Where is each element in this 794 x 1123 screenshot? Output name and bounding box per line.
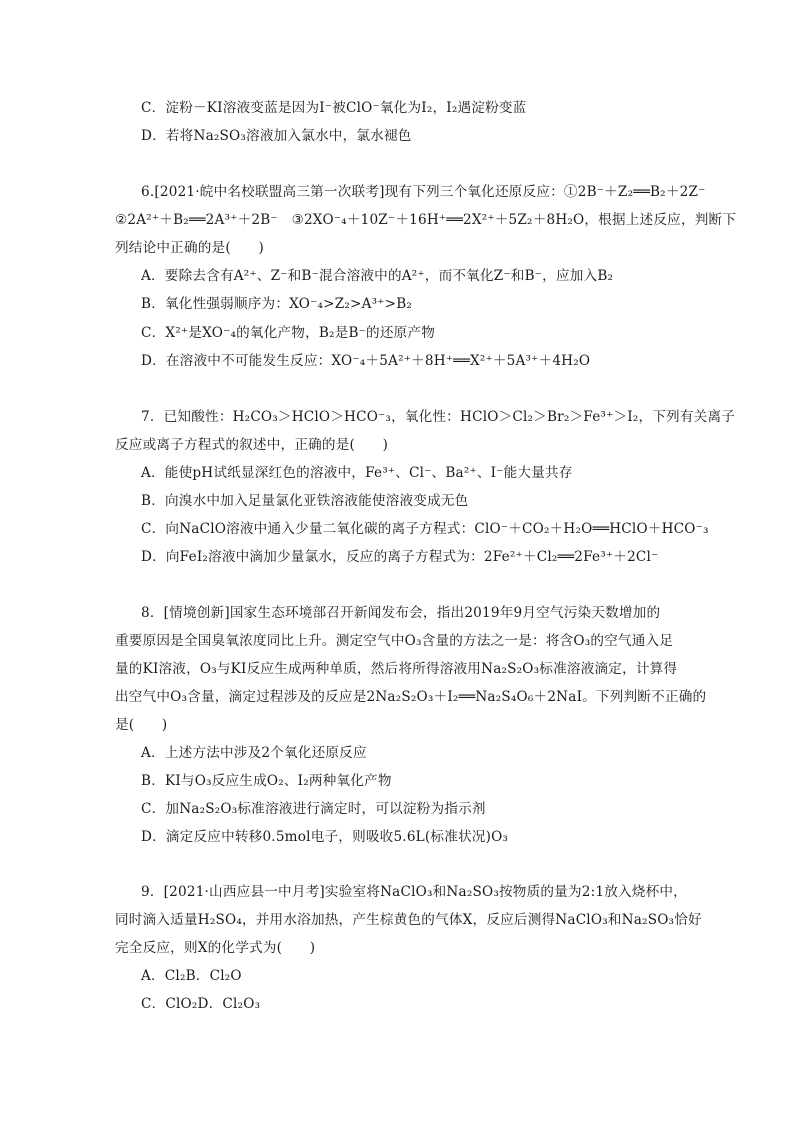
option-a: A．要除去含有A²⁺、Z⁻和B⁻混合溶液中的A²⁺，而不氧化Z⁻和B⁻，应加入B₂ bbox=[141, 268, 614, 284]
option-c: C．淀粉－KI溶液变蓝是因为I⁻被ClO⁻氧化为I₂，I₂遇淀粉变蓝 bbox=[141, 100, 527, 116]
option-d: D．若将Na₂SO₃溶液加入氯水中，氯水褪色 bbox=[141, 128, 412, 144]
question-stem-line: 是( ) bbox=[115, 717, 168, 733]
option-c: C．向NaClO溶液中通入少量二氧化碳的离子方程式：ClO⁻＋CO₂＋H₂O══HClO＋HCO⁻₃ bbox=[141, 521, 709, 537]
option-b: B．氧化性强弱顺序为：XO⁻₄>Z₂>A³⁺>B₂ bbox=[141, 296, 413, 312]
question-stem-line: 9．[2021·山西应县一中月考]实验室将NaClO₃和Na₂SO₃按物质的量为2:1放入烧杯中， bbox=[141, 884, 687, 900]
question-stem-line: 6.[2021·皖中名校联盟高三第一次联考]现有下列三个氧化还原反应：①2B⁻＋Z₂══B₂＋2Z⁻ bbox=[141, 184, 706, 200]
option-a: A．上述方法中涉及2个氧化还原反应 bbox=[141, 745, 367, 761]
option-b: B．向溴水中加入足量氯化亚铁溶液能使溶液变成无色 bbox=[141, 493, 469, 509]
question-stem-line: 同时滴入适量H₂SO₄，并用水浴加热，产生棕黄色的气体X，反应后测得NaClO₃和Na₂SO₃恰好 bbox=[115, 912, 702, 928]
option-d: D．滴定反应中转移0.5mol电子，则吸收5.6L(标准状况)O₃ bbox=[141, 829, 509, 845]
option-d: D．在溶液中不可能发生反应：XO⁻₄＋5A²⁺＋8H⁺══X²⁺＋5A³⁺＋4H₂O bbox=[141, 353, 591, 369]
option-b: B．KI与O₃反应生成O₂、I₂两种氧化产物 bbox=[141, 773, 392, 789]
question-stem-line: 列结论中正确的是( ) bbox=[115, 240, 264, 256]
option-c-d: C．ClO₂D．Cl₂O₃ bbox=[141, 996, 261, 1012]
option-c: C．加Na₂S₂O₃标准溶液进行滴定时，可以淀粉为指示剂 bbox=[141, 801, 486, 817]
question-stem-line: 完全反应，则X的化学式为( ) bbox=[115, 940, 316, 956]
question-stem-line: ②2A²⁺＋B₂══2A³⁺＋2B⁻ ③2XO⁻₄＋10Z⁻＋16H⁺══2X²⁺＋5Z₂＋8H₂O，根据上述反应，判断下 bbox=[115, 212, 737, 228]
option-a-b: A．Cl₂B．Cl₂O bbox=[141, 968, 242, 984]
question-stem-line: 重要原因是全国臭氧浓度同比上升。测定空气中O₃含量的方法之一是：将含O₃的空气通入足 bbox=[115, 633, 674, 649]
option-c: C．X²⁺是XO⁻₄的氧化产物，B₂是B⁻的还原产物 bbox=[141, 325, 436, 341]
question-stem-line: 反应或离子方程式的叙述中，正确的是( ) bbox=[115, 437, 389, 453]
question-stem-line: 7．已知酸性：H₂CO₃＞HClO＞HCO⁻₃，氧化性：HClO＞Cl₂＞Br₂＞Fe³⁺＞I₂，下列有关离子 bbox=[141, 409, 736, 425]
question-stem-line: 出空气中O₃含量，滴定过程涉及的反应是2Na₂S₂O₃＋I₂══Na₂S₄O₆＋2NaI。下列判断不正确的 bbox=[115, 689, 707, 705]
question-stem-line: 量的KI溶液，O₃与KI反应生成两种单质，然后将所得溶液用Na₂S₂O₃标准溶液滴定，计算得 bbox=[115, 661, 678, 677]
option-a: A．能使pH试纸显深红色的溶液中，Fe³⁺、Cl⁻、Ba²⁺、I⁻能大量共存 bbox=[141, 465, 573, 481]
question-stem-line: 8．[情境创新]国家生态环境部召开新闻发布会，指出2019年9月空气污染天数增加的 bbox=[141, 605, 661, 621]
option-d: D．向FeI₂溶液中滴加少量氯水，反应的离子方程式为：2Fe²⁺＋Cl₂══2Fe³⁺＋2Cl⁻ bbox=[141, 549, 659, 565]
